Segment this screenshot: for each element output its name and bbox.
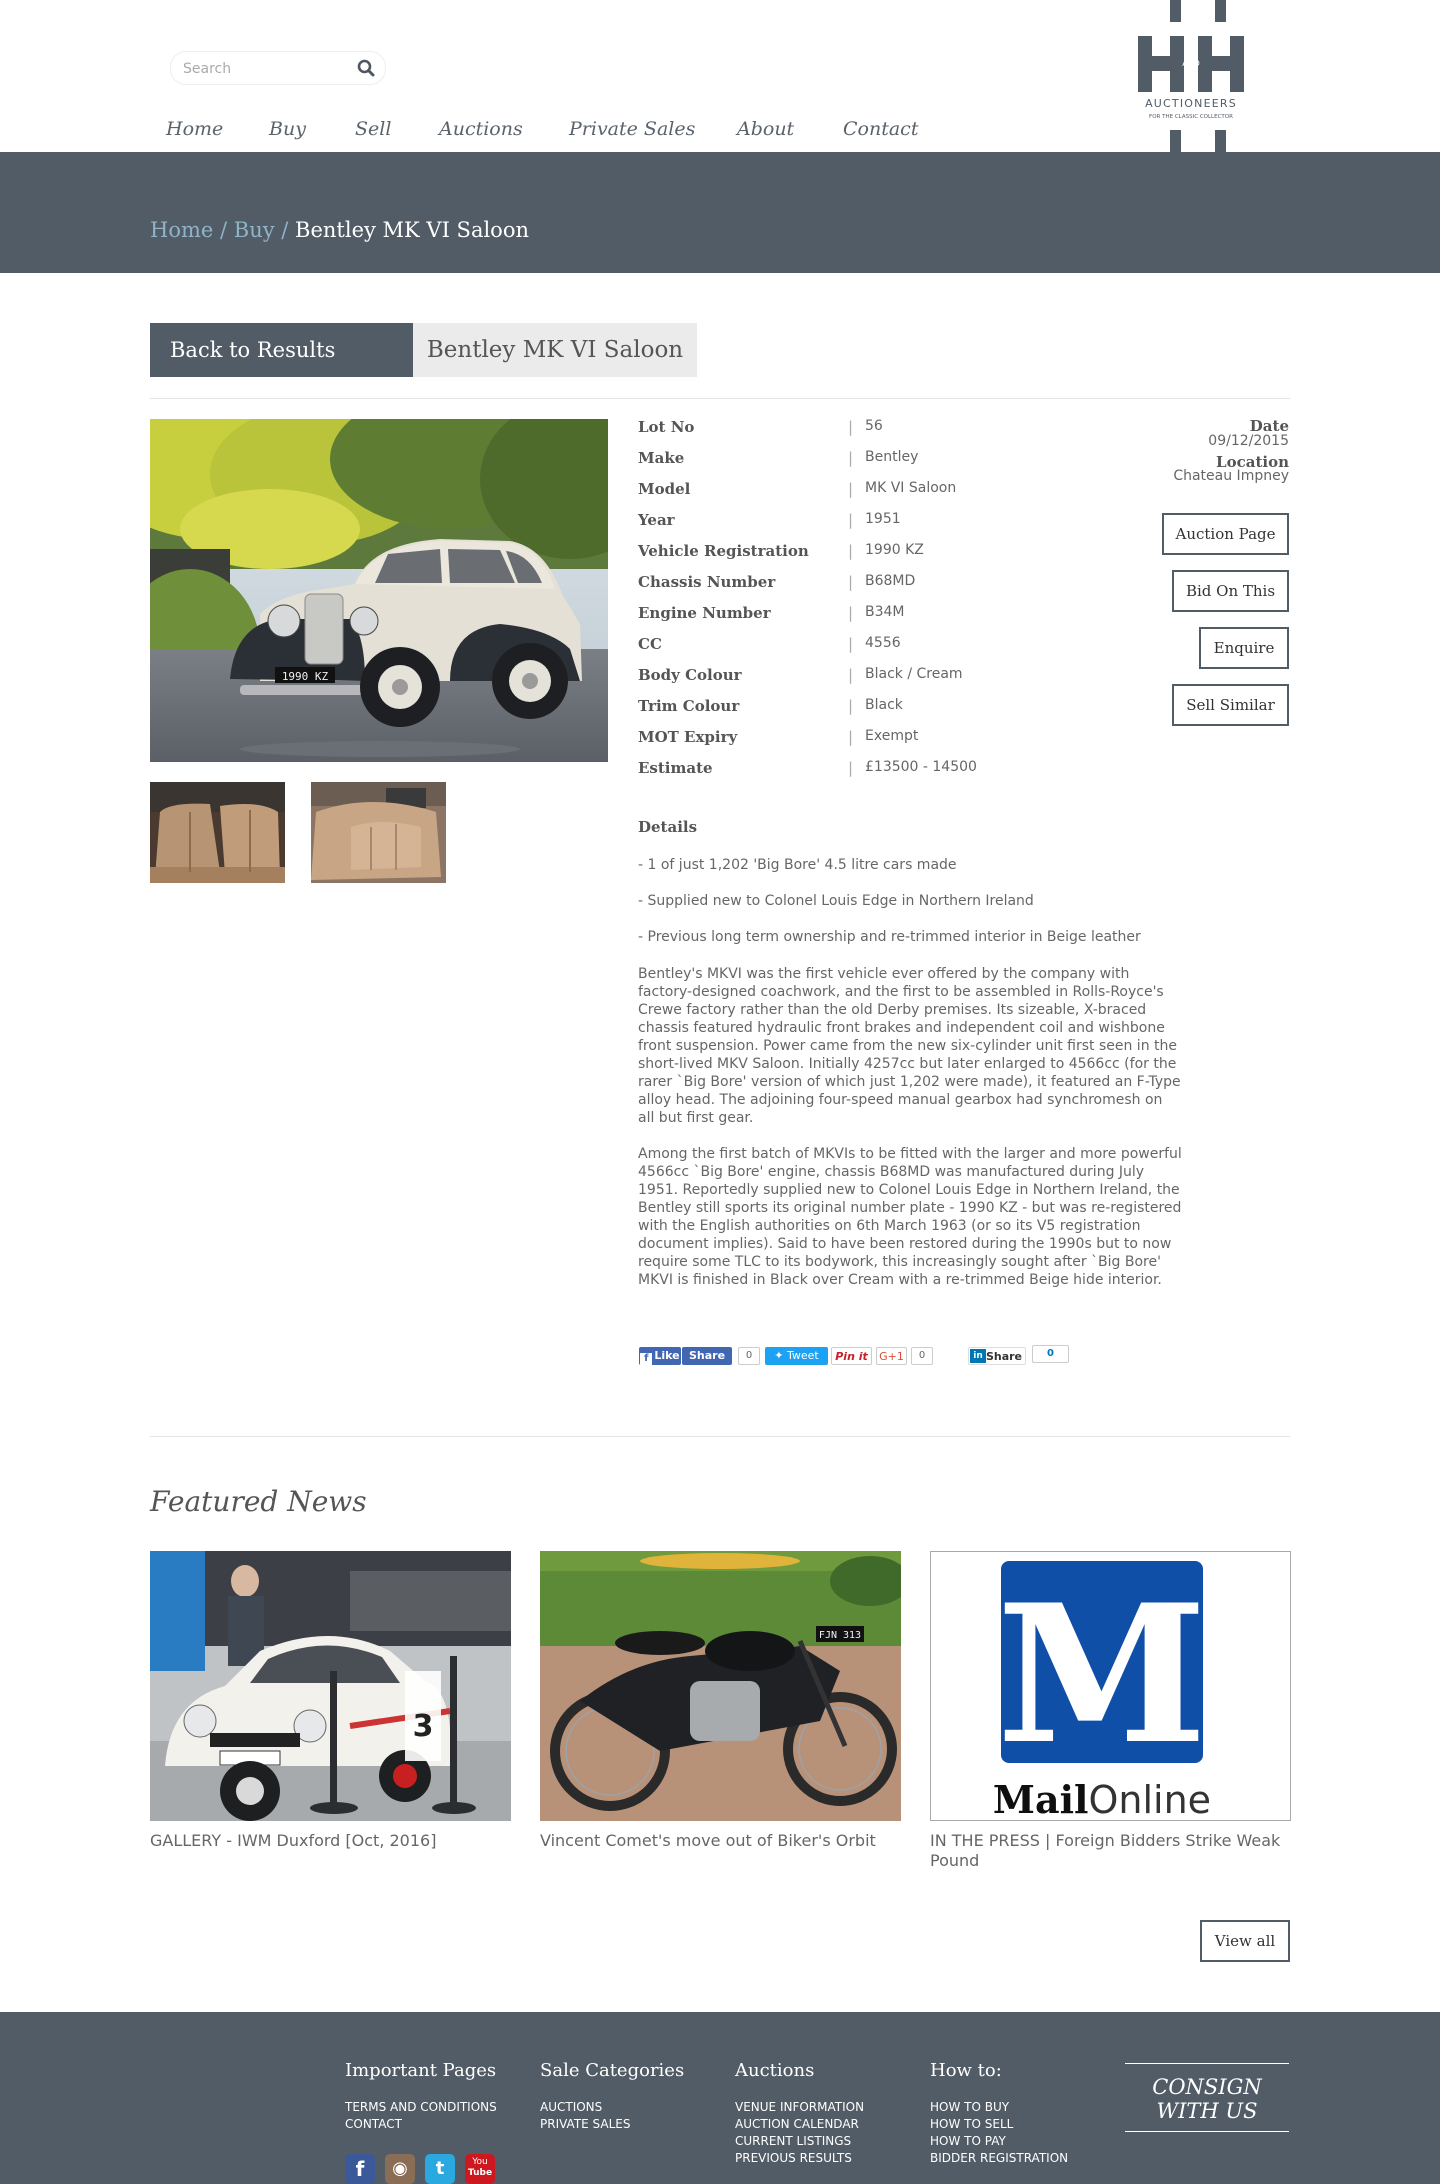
- breadcrumb-home[interactable]: Home: [150, 218, 214, 242]
- news-image-mailonline[interactable]: [930, 1551, 1291, 1821]
- site-header: [0, 0, 1440, 152]
- spec-row-make: Make | Bentley: [638, 449, 919, 467]
- breadcrumb-separator: /: [281, 218, 289, 242]
- tweet-button[interactable]: ✦ Tweet: [765, 1347, 828, 1365]
- footer-link-terms[interactable]: TERMS AND CONDITIONS: [345, 2100, 497, 2114]
- instagram-icon[interactable]: ◉: [385, 2154, 415, 2184]
- news-caption[interactable]: IN THE PRESS | Foreign Bidders Strike Weak Pound: [930, 1831, 1281, 1870]
- footer-link-auction-calendar[interactable]: AUCTION CALENDAR: [735, 2117, 859, 2131]
- footer-link-contact[interactable]: CONTACT: [345, 2117, 402, 2131]
- location-label: Location: [1216, 453, 1289, 471]
- nav-private-sales[interactable]: Private Sales: [569, 118, 696, 140]
- google-plus-count: 0: [911, 1347, 933, 1365]
- news-image-motorcycle[interactable]: [540, 1551, 901, 1821]
- footer-link-bidder-registration[interactable]: BIDDER REGISTRATION: [930, 2151, 1069, 2165]
- enquire-button[interactable]: Enquire: [1199, 627, 1289, 669]
- linkedin-share-count: 0: [1032, 1345, 1069, 1363]
- details-heading: Details: [638, 818, 698, 836]
- breadcrumb-separator: /: [220, 218, 228, 242]
- date-value: 09/12/2015: [1208, 433, 1289, 449]
- svg-text:MailOnline: MailOnline: [992, 1777, 1212, 1821]
- footer-heading-sale-categories: Sale Categories: [540, 2060, 685, 2081]
- facebook-like-button[interactable]: f Like: [639, 1347, 681, 1365]
- date-label: Date: [1249, 417, 1289, 435]
- svg-text:FJN 313: FJN 313: [818, 1630, 862, 1641]
- spec-row-body-colour: Body Colour | Black / Cream: [638, 666, 963, 684]
- search-box: [170, 51, 386, 85]
- facebook-icon: f: [640, 1353, 652, 1365]
- search-input[interactable]: [181, 58, 345, 80]
- divider: [150, 398, 1290, 399]
- footer-link-previous-results[interactable]: PREVIOUS RESULTS: [735, 2151, 852, 2165]
- spec-row-mot-expiry: MOT Expiry | Exempt: [638, 728, 919, 746]
- facebook-share-button[interactable]: Share: [682, 1347, 732, 1365]
- spec-row-engine: Engine Number | B34M: [638, 604, 905, 622]
- footer-heading-auctions: Auctions: [735, 2060, 815, 2081]
- hh-auctioneers-logo[interactable]: [1138, 0, 1258, 152]
- breadcrumb: [150, 218, 529, 242]
- details-bullet: - 1 of just 1,202 'Big Bore' 4.5 litre cars made: [638, 857, 957, 873]
- footer-link-venue-information[interactable]: VENUE INFORMATION: [735, 2100, 865, 2114]
- footer-link-how-to-sell[interactable]: HOW TO SELL: [930, 2117, 1014, 2131]
- back-to-results-button[interactable]: Back to Results: [150, 323, 413, 377]
- footer-heading-how-to: How to:: [930, 2060, 1002, 2081]
- spec-row-cc: CC | 4556: [638, 635, 901, 653]
- svg-text:3: 3: [412, 1709, 434, 1744]
- nav-sell[interactable]: Sell: [355, 118, 392, 140]
- consign-with-us-link[interactable]: CONSIGN WITH US: [1125, 2063, 1289, 2132]
- sell-similar-button[interactable]: Sell Similar: [1172, 684, 1289, 726]
- search-icon[interactable]: [356, 58, 376, 78]
- main-car-photo[interactable]: [150, 419, 608, 762]
- spec-row-lot-no: Lot No | 56: [638, 418, 883, 436]
- google-plus-button[interactable]: G+1: [876, 1347, 907, 1365]
- spec-row-trim-colour: Trim Colour | Black: [638, 697, 903, 715]
- facebook-icon[interactable]: f: [345, 2154, 375, 2184]
- news-caption[interactable]: GALLERY - IWM Duxford [Oct, 2016]: [150, 1831, 437, 1850]
- footer-link-auctions[interactable]: AUCTIONS: [540, 2100, 603, 2114]
- svg-text:AUCTIONEERS: AUCTIONEERS: [1145, 97, 1237, 110]
- details-bullet: - Supplied new to Colonel Louis Edge in Northern Ireland: [638, 893, 1034, 909]
- footer-link-private-sales[interactable]: PRIVATE SALES: [540, 2117, 631, 2131]
- pinterest-pin-button[interactable]: Pin it: [831, 1347, 872, 1365]
- nav-home[interactable]: Home: [166, 118, 224, 140]
- svg-text:FOR THE CLASSIC COLLECTOR: FOR THE CLASSIC COLLECTOR: [1149, 114, 1233, 120]
- news-caption[interactable]: Vincent Comet's move out of Biker's Orbit: [540, 1831, 876, 1850]
- details-paragraph: Bentley's MKVI was the first vehicle ever offered by the company with factory-designed coachwork, and the first to be assembled in Rolls-Royce's Crewe factory rather than the old Derby premises. Its sizeable, X-braced chassis featured hydraulic front brakes and independent coil and wishbone front suspension. Power came from the new six-cylinder unit first seen in the short-lived MKV Saloon. Initially 4257cc but later enlarged to 4566cc (for the rarer `Big Bore' version of which just 1,202 were made), it featured an F-Type alloy head. The adjoining four-speed manual gearbox had synchromesh on all but first gear.: [638, 966, 1181, 1126]
- svg-text:M: M: [996, 1563, 1208, 1786]
- spec-row-registration: Vehicle Registration | 1990 KZ: [638, 542, 924, 560]
- view-all-button[interactable]: View all: [1200, 1920, 1290, 1962]
- news-image-porsche[interactable]: [150, 1551, 511, 1821]
- nav-contact[interactable]: Contact: [843, 118, 919, 140]
- svg-text:1990 KZ: 1990 KZ: [281, 670, 329, 683]
- footer-heading-important-pages: Important Pages: [345, 2060, 497, 2081]
- footer-link-how-to-pay[interactable]: HOW TO PAY: [930, 2134, 1006, 2148]
- spec-row-estimate: Estimate | £13500 - 14500: [638, 759, 977, 777]
- spec-row-chassis: Chassis Number | B68MD: [638, 573, 916, 591]
- footer-link-current-listings[interactable]: CURRENT LISTINGS: [735, 2134, 852, 2148]
- nav-auctions[interactable]: Auctions: [439, 118, 523, 140]
- svg-text:AND: AND: [1182, 59, 1200, 68]
- linkedin-icon: in: [970, 1349, 986, 1363]
- details-bullet: - Previous long term ownership and re-trimmed interior in Beige leather: [638, 929, 1141, 945]
- details-paragraph: Among the first batch of MKVIs to be fitted with the larger and more powerful 4566cc `Big Bore' engine, chassis B68MD was manufactured during July 1951. Reportedly supplied new to Colonel Louis Edge in Northern Ireland, the Bentley still sports its original number plate - 1990 KZ - but was re-registered with the English authorities on 6th March 1963 (or so its V5 registration document implies). Said to have been restored during the 1990s but to now require some TLC to its bodywork, this increasingly sought after `Big Bore' MKVI is finished in Black over Cream with a re-trimmed Beige hide interior.: [638, 1146, 1182, 1288]
- breadcrumb-current: Bentley MK VI Saloon: [295, 218, 529, 242]
- breadcrumb-band: [0, 152, 1440, 273]
- spec-row-model: Model | MK VI Saloon: [638, 480, 957, 498]
- twitter-icon: ✦: [774, 1349, 787, 1362]
- interior-thumbnail-rear[interactable]: [150, 782, 285, 883]
- nav-buy[interactable]: Buy: [269, 118, 306, 140]
- auction-page-button[interactable]: Auction Page: [1162, 513, 1289, 555]
- linkedin-share-button[interactable]: in Share: [968, 1347, 1026, 1365]
- breadcrumb-buy[interactable]: Buy: [233, 218, 275, 242]
- location-value: Chateau Impney: [1173, 468, 1289, 484]
- featured-news-heading: Featured News: [150, 1485, 367, 1518]
- divider: [150, 1436, 1290, 1437]
- bid-on-this-button[interactable]: Bid On This: [1172, 570, 1289, 612]
- interior-thumbnail-front[interactable]: [311, 782, 446, 883]
- nav-about[interactable]: About: [737, 118, 795, 140]
- youtube-icon[interactable]: You Tube: [465, 2154, 495, 2184]
- spec-row-year: Year | 1951: [638, 511, 901, 529]
- twitter-icon[interactable]: t: [425, 2154, 455, 2184]
- lot-title: Bentley MK VI Saloon: [413, 323, 697, 377]
- footer-link-how-to-buy[interactable]: HOW TO BUY: [930, 2100, 1010, 2114]
- facebook-share-count: 0: [738, 1347, 760, 1365]
